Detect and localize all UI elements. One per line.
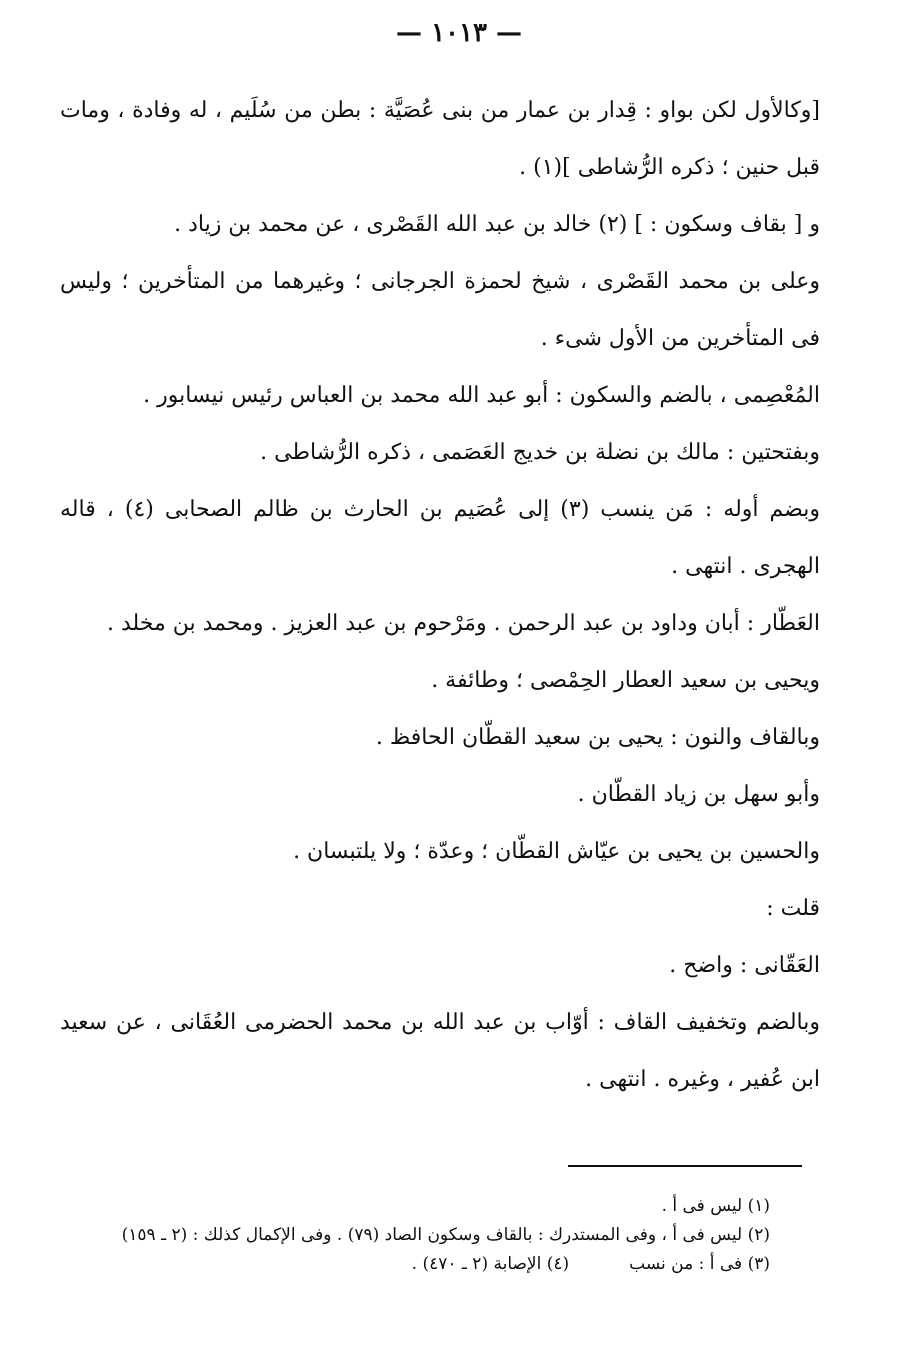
footnote-row-3-4: [90, 1250, 770, 1279]
paragraph-khalid-alqasri: و [ بقاف وسكون : ] (٢) خالد بن عبد الله القَصْرى ، عن محمد بن زياد .: [174, 212, 820, 237]
footnotes: [90, 1192, 770, 1279]
footnote-4: (٤) الإصابة (٢ ـ ٤٧٠) .: [411, 1254, 570, 1274]
paragraph-qultu: قلت :: [766, 896, 820, 921]
footnote-2: (٢) ليس فى أ ، وفى المستدرك : بالقاف وسكون الصاد (٧٩) . وفى الإكمال كذلك : (٢ ـ ١٥٩): [121, 1225, 770, 1245]
paragraph-ali-alqasri: وعلى بن محمد القَصْرى ، شيخ لحمزة الجرجانى ؛ وغيرهما من المتأخرين ؛ وليس فى المتأخرين من الأول شىء .: [60, 269, 820, 351]
page-number: — ١٠١٣ —: [396, 18, 522, 48]
main-text: [60, 82, 820, 1108]
paragraph-qidar: [وكالأول لكن بواو : قِدار بن عمار من بنى عُصَيَّة : بطن من سُلَيم ، له وفادة ، ومات قبل حنين ؛ ذكره الرُّشاطى ](١) .: [60, 98, 820, 180]
paragraph-usaym: وبضم أوله : مَن ينسب (٣) إلى عُصَيم بن الحارث بن ظالم الصحابى (٤) ، قاله الهجرى . انتهى .: [60, 497, 821, 579]
paragraph-alasami: وبفتحتين : مالك بن نضلة بن خديج العَصَمى ، ذكره الرُّشاطى .: [260, 440, 820, 465]
paragraph-almusimi: المُعْصِمى ، بالضم والسكون : أبو عبد الله محمد بن العباس رئيس نيسابور .: [143, 383, 820, 408]
paragraph-abu-sahl: وأبو سهل بن زياد القطّان .: [577, 782, 820, 807]
paragraph-alattar: العَطّار : أبان وداود بن عبد الرحمن . ومَرْحوم بن عبد العزيز . ومحمد بن مخلد .: [106, 611, 820, 636]
footnote-3: (٣) فى أ : من نسب: [629, 1254, 770, 1274]
paragraph-awwab: وبالضم وتخفيف القاف : أوّاب بن عبد الله بن محمد الحضرمى العُقَانى ، عن سعيد ابن عُفير ، وغيره . انتهى .: [60, 1010, 820, 1092]
paragraph-yahya-alattar: ويحيى بن سعيد العطار الحِمْصى ؛ وطائفة .: [431, 668, 820, 693]
paragraph-alaqqani: العَقّانى : واضح .: [669, 953, 820, 978]
paragraph-alqattan: وبالقاف والنون : يحيى بن سعيد القطّان الحافظ .: [375, 725, 820, 750]
paragraph-alhusayn: والحسين بن يحيى بن عيّاش القطّان ؛ وعدّة ؛ ولا يلتبسان .: [293, 839, 820, 864]
footnote-1: (١) ليس فى أ .: [661, 1196, 770, 1216]
footnote-divider: [568, 1165, 802, 1167]
